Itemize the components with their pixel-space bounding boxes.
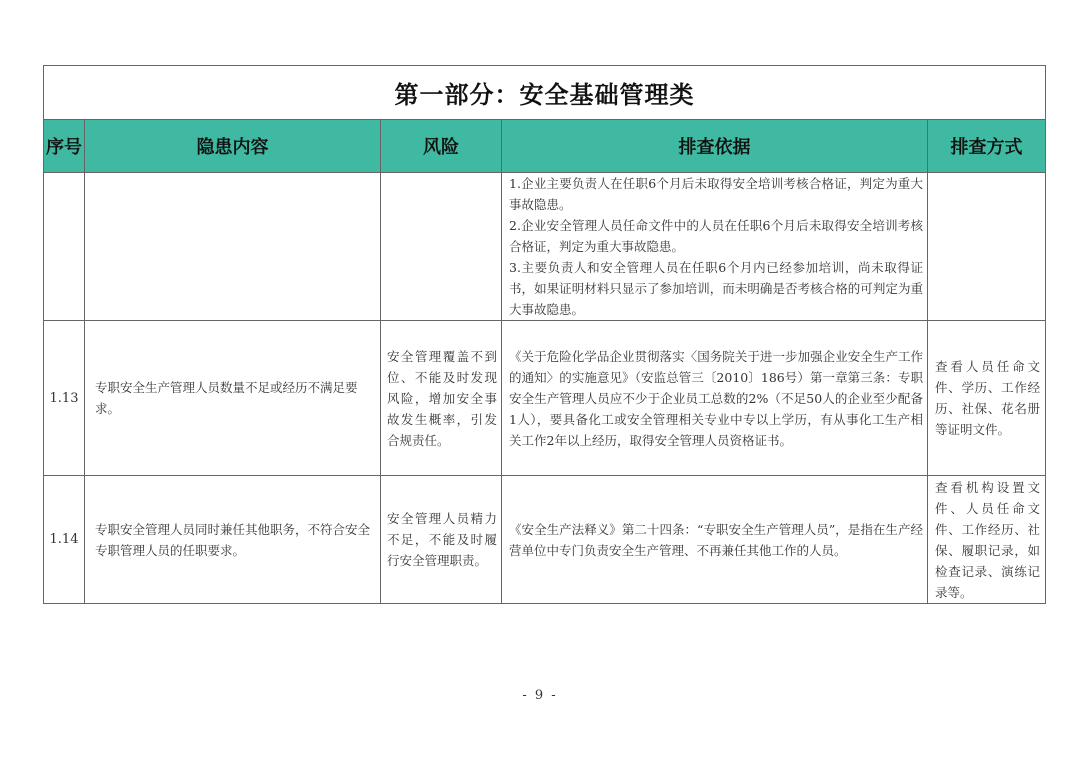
row-method: 查看人员任命文件、学历、工作经历、社保、花名册等证明文件。 [928,321,1046,476]
basis-item: 1.企业主要负责人在任职6个月后未取得安全培训考核合格证，判定为重大事故隐患。 [509,176,923,212]
hazard-table [43,65,1046,604]
row-basis: 《关于危险化学品企业贯彻落实〈国务院关于进一步加强企业安全生产工作的通知〉的实施意见》（安监总管三〔2010〕186号）第一章第三条：专职安全生产管理人员应不少于企业员工总数的2%（不足50人的企业至少配备1人），要具备化工或安全管理相关专业中专以上学历，有从事化工生产相关工作2年以上经历，取得安全管理人员资格证书。 [502,321,928,476]
row-hazard [85,173,381,321]
row-basis [502,173,928,321]
section-title: 第一部分：安全基础管理类 [44,66,1046,120]
row-num: 1.14 [44,476,85,604]
page-number: - 9 - [522,688,558,703]
row-hazard: 专职安全管理人员同时兼任其他职务，不符合安全专职管理人员的任职要求。 [85,476,381,604]
row-method: 查看机构设置文件、人员任命文件、工作经历、社保、履职记录，如检查记录、演练记录等。 [928,476,1046,604]
header-num: 序号 [44,120,85,173]
row-risk: 安全管理人员精力不足，不能及时履行安全管理职责。 [381,476,502,604]
header-risk: 风险 [381,120,502,173]
row-basis: 《安全生产法释义》第二十四条：“专职安全生产管理人员”，是指在生产经营单位中专门负责安全生产管理、不再兼任其他工作的人员。 [502,476,928,604]
row-hazard: 专职安全生产管理人员数量不足或经历不满足要求。 [85,321,381,476]
basis-item: 2.企业安全管理人员任命文件中的人员在任职6个月后未取得安全培训考核合格证，判定为重大事故隐患。 [509,218,923,254]
row-risk [381,173,502,321]
row-risk: 安全管理覆盖不到位、不能及时发现风险，增加安全事故发生概率，引发合规责任。 [381,321,502,476]
row-method [928,173,1046,321]
basis-item: 3.主要负责人和安全管理人员在任职6个月内已经参加培训，尚未取得证书，如果证明材料只显示了参加培训，而未明确是否考核合格的可判定为重大事故隐患。 [509,260,923,317]
header-method: 排查方式 [928,120,1046,173]
table-row [44,321,1046,476]
table-row [44,173,1046,321]
table-row [44,476,1046,604]
header-hazard: 隐患内容 [85,120,381,173]
row-num: 1.13 [44,321,85,476]
row-num [44,173,85,321]
header-row [44,120,1046,173]
header-basis: 排查依据 [502,120,928,173]
